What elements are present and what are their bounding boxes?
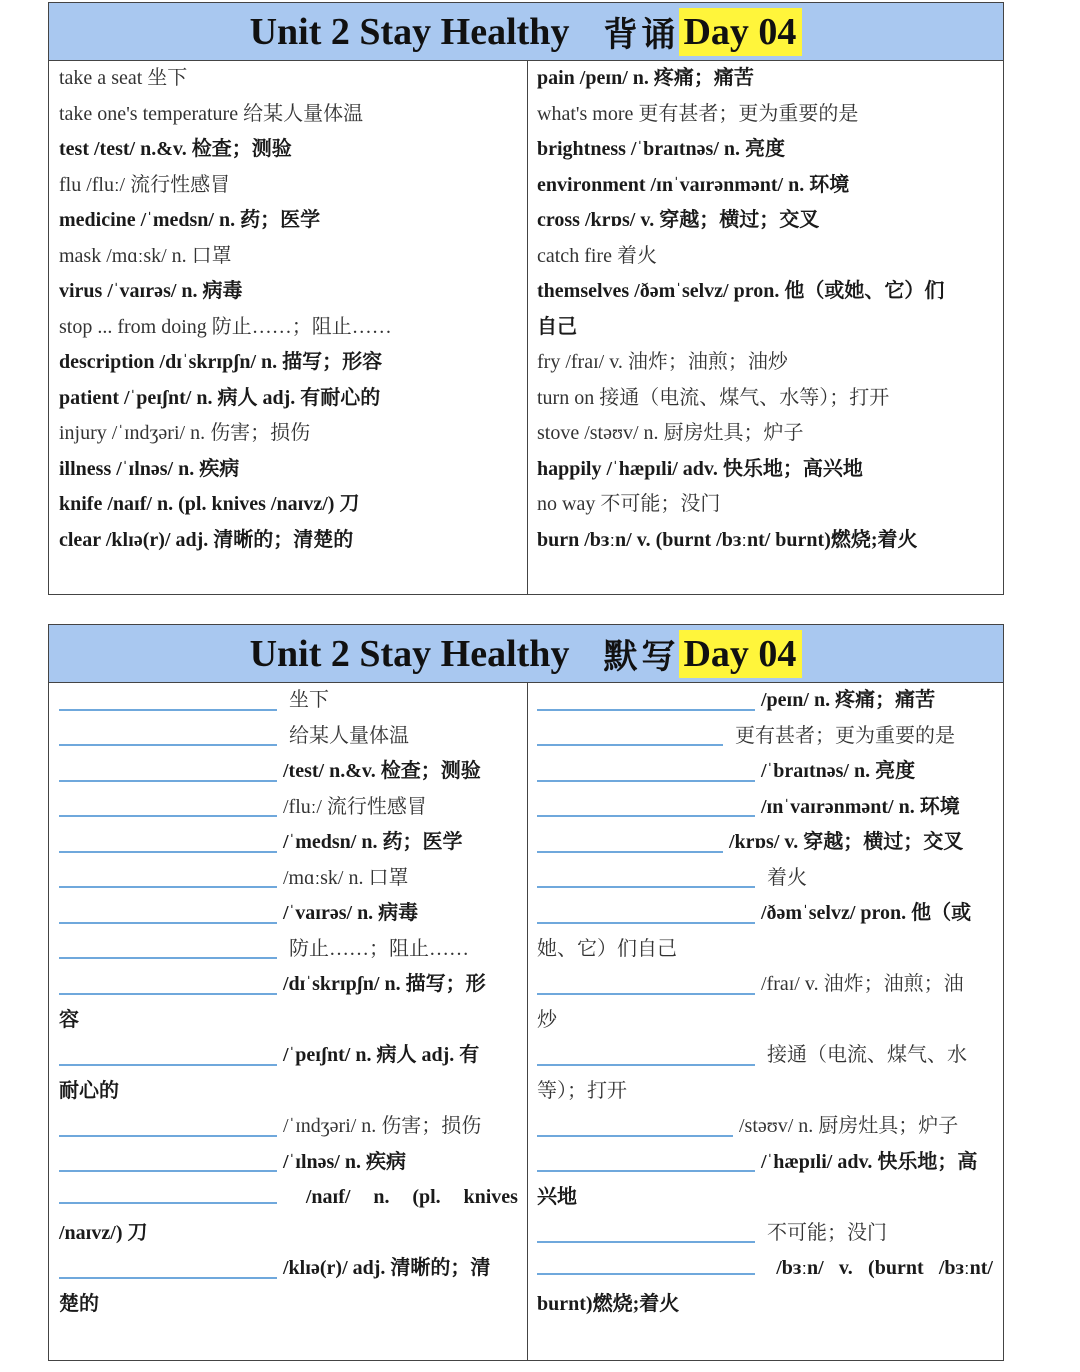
vocab-entry: injury /ˈɪndʒəri/ n. 伤害；损伤 (59, 422, 311, 444)
answer-blank[interactable] (59, 758, 277, 782)
dictation-row-continued: /naɪvz/) 刀 (59, 1221, 148, 1244)
recite-header (49, 3, 1003, 61)
recite-card (48, 2, 1004, 595)
answer-blank[interactable] (59, 829, 277, 853)
dictation-row: 防止……；阻止…… (59, 932, 524, 968)
vocab-entry: patient /ˈpeɪʃnt/ n. 病人 adj. 有耐心的 (59, 386, 381, 409)
dictation-body (49, 683, 1003, 1360)
dictation-day-badge: Day 04 (679, 630, 802, 678)
dictation-row: /ɪnˈvaɪrənmənt/ n. 环境 (537, 790, 999, 826)
dictation-row: /naɪf/ n. (pl. knives (59, 1180, 524, 1216)
column-divider (527, 61, 528, 594)
dictation-row: /klɪə(r)/ adj. 清晰的；清 (59, 1251, 524, 1287)
answer-blank[interactable] (537, 758, 755, 782)
recite-mode-label: 背诵 (603, 15, 680, 55)
dictation-header (49, 625, 1003, 683)
vocab-entry: illness /ˈɪlnəs/ n. 疾病 (59, 457, 240, 480)
dictation-row-continued: 等）；打开 (537, 1079, 627, 1102)
dictation-row: /ˈɪndʒəri/ n. 伤害；损伤 (59, 1109, 524, 1145)
dictation-row: 坐下 (59, 683, 524, 719)
vocab-entry: pain /peɪn/ n. 疼痛；痛苦 (537, 67, 754, 89)
vocab-entry: medicine /ˈmedsn/ n. 药；医学 (59, 209, 321, 231)
answer-blank[interactable] (59, 1180, 277, 1204)
answer-blank[interactable] (537, 1113, 733, 1137)
vocab-entry: no way 不可能；没门 (537, 493, 721, 515)
answer-blank[interactable] (59, 971, 277, 995)
answer-blank[interactable] (59, 900, 277, 924)
recite-body (49, 61, 1003, 594)
vocab-entry: what's more 更有甚者；更为重要的是 (537, 102, 859, 125)
dictation-row: /krɒs/ v. 穿越；横过；交叉 (537, 825, 999, 861)
answer-blank[interactable] (59, 1113, 277, 1137)
dictation-right-column (537, 683, 999, 1322)
dictation-row: 不可能；没门 (537, 1216, 999, 1252)
vocab-entry: catch fire 着火 (537, 244, 657, 267)
answer-blank[interactable] (59, 722, 277, 746)
dictation-row-continued: 炒 (537, 1008, 557, 1031)
dictation-row: 给某人量体温 (59, 719, 524, 755)
dictation-row-continued: 楚的 (59, 1292, 99, 1315)
dictation-row: /fluː/ 流行性感冒 (59, 790, 524, 826)
dictation-row-continued: 耐心的 (59, 1079, 119, 1102)
dictation-row: /ˈbraɪtnəs/ n. 亮度 (537, 754, 999, 790)
vocab-entry: test /test/ n.&v. 检查；测验 (59, 138, 292, 160)
answer-blank[interactable] (537, 829, 723, 853)
answer-blank[interactable] (59, 1042, 277, 1066)
dictation-row: /ˈhæpɪli/ adv. 快乐地；高 (537, 1145, 999, 1181)
dictation-row-continued: 兴地 (537, 1186, 577, 1208)
vocab-entry: stop ... from doing 防止……；阻止…… (59, 315, 392, 338)
dictation-row: /mɑːsk/ n. 口罩 (59, 861, 524, 897)
recite-day-badge: Day 04 (679, 8, 802, 56)
answer-blank[interactable] (59, 793, 277, 817)
dictation-row: /stəʊv/ n. 厨房灶具；炉子 (537, 1109, 999, 1145)
vocab-entry: brightness /ˈbraɪtnəs/ n. 亮度 (537, 138, 785, 160)
dictation-card (48, 624, 1004, 1361)
answer-blank[interactable] (59, 1148, 277, 1172)
vocab-entry: mask /mɑːsk/ n. 口罩 (59, 244, 232, 267)
vocab-entry: happily /ˈhæpɪli/ adv. 快乐地；高兴地 (537, 457, 863, 480)
answer-blank[interactable] (537, 722, 723, 746)
answer-blank[interactable] (537, 1042, 755, 1066)
vocab-entry: themselves /ðəmˈselvz/ pron. 他（或她、它）们 (537, 280, 945, 302)
answer-blank[interactable] (537, 1219, 755, 1243)
dictation-row-continued: 容 (59, 1008, 79, 1031)
answer-blank[interactable] (537, 1148, 755, 1172)
dictation-row: /fraɪ/ v. 油炸；油煎；油 (537, 967, 999, 1003)
answer-blank[interactable] (537, 1251, 755, 1275)
answer-blank[interactable] (59, 687, 277, 711)
dictation-row: 更有甚者；更为重要的是 (537, 719, 999, 755)
vocab-entry-continued: 自己 (537, 315, 577, 338)
dictation-left-column (59, 683, 524, 1322)
answer-blank[interactable] (537, 687, 755, 711)
recite-title: Unit 2 Stay Healthy (249, 10, 570, 53)
dictation-row: 着火 (537, 861, 999, 897)
vocab-entry: turn on 接通（电流、煤气、水等）；打开 (537, 386, 890, 409)
dictation-row: /ðəmˈselvz/ pron. 他（或 (537, 896, 999, 932)
dictation-row: /ˈvaɪrəs/ n. 病毒 (59, 896, 524, 932)
dictation-row: /dɪˈskrɪpʃn/ n. 描写；形 (59, 967, 524, 1003)
vocab-entry: fry /fraɪ/ v. 油炸；油煎；油炒 (537, 351, 788, 373)
dictation-row: /ˈpeɪʃnt/ n. 病人 adj. 有 (59, 1038, 524, 1074)
vocab-entry: take one's temperature 给某人量体温 (59, 102, 364, 125)
vocab-entry: environment /ɪnˈvaɪrənmənt/ n. 环境 (537, 173, 850, 196)
answer-blank[interactable] (537, 900, 755, 924)
vocab-entry: clear /klɪə(r)/ adj. 清晰的；清楚的 (59, 528, 354, 551)
vocab-entry: burn /bɜːn/ v. (burnt /bɜːnt/ burnt)燃烧;着火 (537, 528, 918, 551)
dictation-row: /peɪn/ n. 疼痛；痛苦 (537, 683, 999, 719)
column-divider (527, 683, 528, 1360)
answer-blank[interactable] (59, 1255, 277, 1279)
answer-blank[interactable] (59, 864, 277, 888)
recite-left-column (59, 61, 524, 558)
dictation-title: Unit 2 Stay Healthy (249, 632, 570, 675)
vocab-entry: flu /fluː/ 流行性感冒 (59, 173, 231, 196)
recite-right-column (537, 61, 999, 558)
dictation-row-continued: burnt)燃烧;着火 (537, 1292, 680, 1315)
vocab-entry: stove /stəʊv/ n. 厨房灶具；炉子 (537, 422, 804, 444)
vocab-entry: virus /ˈvaɪrəs/ n. 病毒 (59, 280, 243, 302)
dictation-row-continued: 她、它）们自己 (537, 937, 677, 960)
vocab-entry: cross /krɒs/ v. 穿越；横过；交叉 (537, 209, 820, 231)
dictation-row: /ˈɪlnəs/ n. 疾病 (59, 1145, 524, 1181)
dictation-row: /bɜːn/ v. (burnt /bɜːnt/ (537, 1251, 999, 1287)
answer-blank[interactable] (537, 864, 755, 888)
vocab-entry: knife /naɪf/ n. (pl. knives /naɪvz/) 刀 (59, 493, 360, 515)
dictation-mode-label: 默写 (603, 637, 680, 677)
dictation-row: /test/ n.&v. 检查；测验 (59, 754, 524, 790)
answer-blank[interactable] (537, 793, 755, 817)
dictation-row: /ˈmedsn/ n. 药；医学 (59, 825, 524, 861)
vocab-entry: description /dɪˈskrɪpʃn/ n. 描写；形容 (59, 351, 383, 373)
answer-blank[interactable] (59, 935, 277, 959)
dictation-row: 接通（电流、煤气、水 (537, 1038, 999, 1074)
vocab-entry: take a seat 坐下 (59, 67, 188, 89)
answer-blank[interactable] (537, 971, 755, 995)
